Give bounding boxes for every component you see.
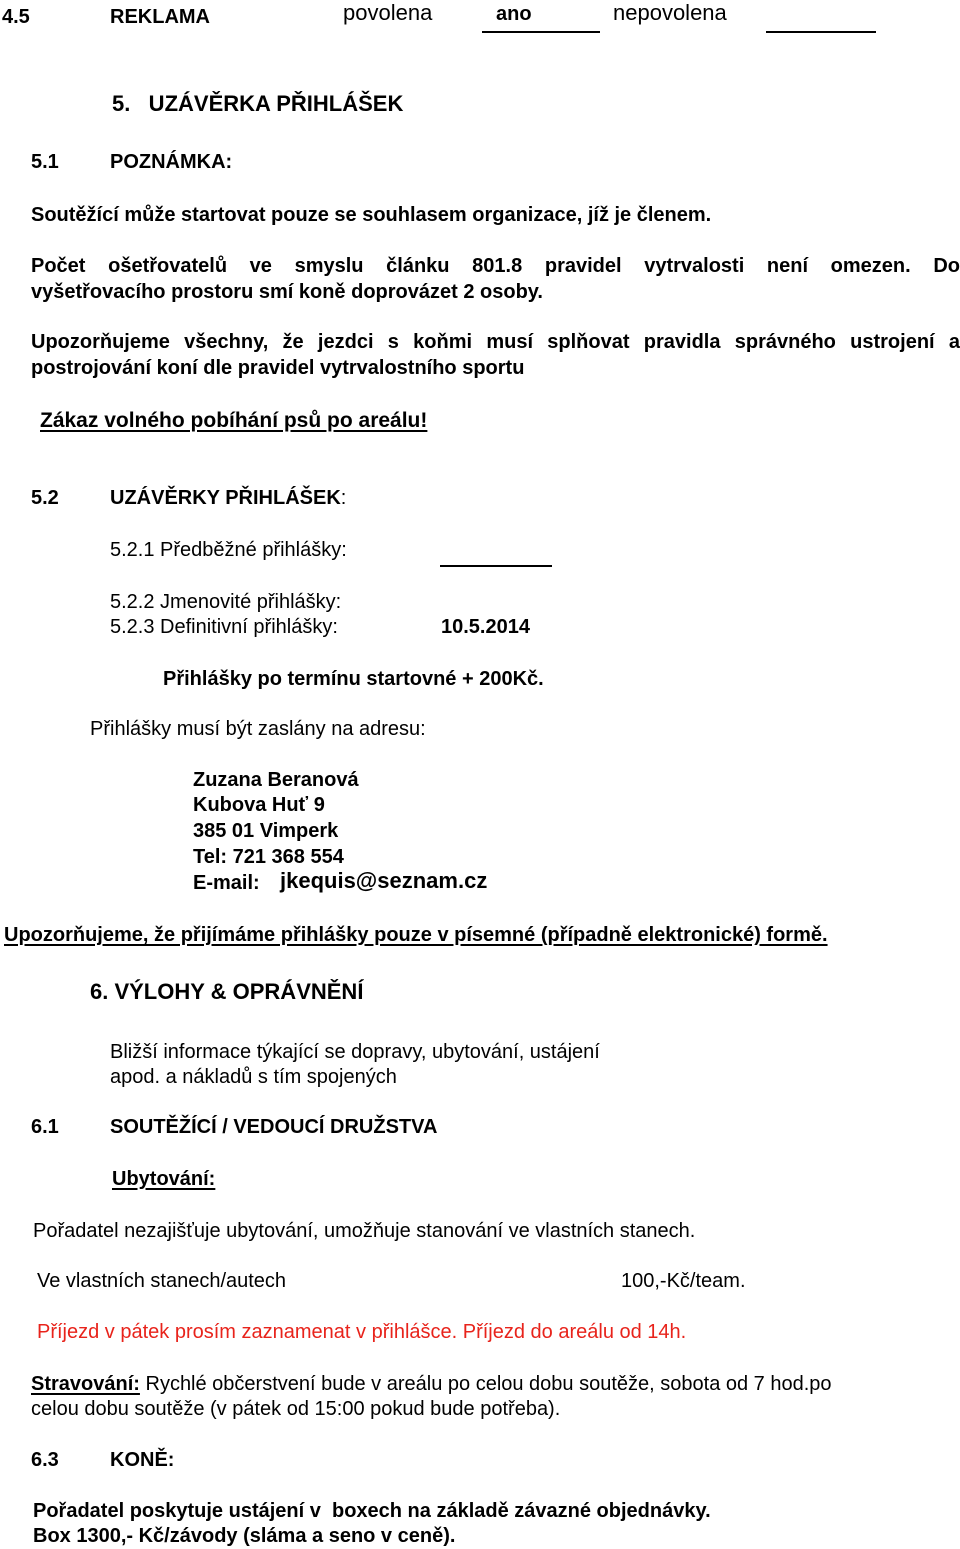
reklama-allowed-line bbox=[482, 31, 600, 33]
deadlines-heading bbox=[110, 485, 346, 511]
written-form-notice: Upozorňujeme, že přijímáme přihlášky pouze v písemné (případně elektronické) formě. bbox=[4, 924, 828, 946]
arrival-notice: Příjezd v pátek prosím zaznamenat v přihlášce. Příjezd do areálu od 14h. bbox=[37, 1321, 687, 1343]
s61-title: SOUTĚŽÍCÍ / VEDOUCÍ DRUŽSTVA bbox=[110, 1116, 438, 1138]
dogs-notice: Zákaz volného pobíhání psů po areálu! bbox=[40, 409, 428, 432]
catering-line2: celou dobu soutěže (v pátek od 15:00 pokud bude potřeba). bbox=[31, 1398, 561, 1420]
late-fee: Přihlášky po termínu startovné + 200Kč. bbox=[163, 668, 544, 690]
groom-paragraph-line1: Počet ošetřovatelů ve smyslu článku 801.8 pravidel vytrvalosti není omezen. Do bbox=[31, 255, 960, 277]
tents-label: Ve vlastních stanech/autech bbox=[37, 1270, 287, 1292]
address-tel: Tel: 721 368 554 bbox=[193, 846, 344, 868]
accommodation-text: Pořadatel nezajišťuje ubytování, umožňuje stanování ve vlastních stanech. bbox=[33, 1220, 696, 1242]
reklama-allowed-label: povolena bbox=[343, 0, 433, 25]
definitive-entries: 5.2.3 Definitivní přihlášky: bbox=[110, 616, 338, 638]
note-number: 5.1 bbox=[31, 151, 59, 173]
catering-title: Stravování: bbox=[31, 1373, 140, 1395]
accommodation-title: Ubytování: bbox=[112, 1168, 216, 1190]
catering-line1 bbox=[31, 1371, 832, 1397]
groom-paragraph-line2: vyšetřovacího prostoru smí koně doprovázet 2 osoby. bbox=[31, 281, 543, 303]
address-email: jkequis@seznam.cz bbox=[280, 868, 488, 893]
section6-heading: 6. VÝLOHY & OPRÁVNĚNÍ bbox=[90, 979, 364, 1004]
info-line1: Bližší informace týkající se dopravy, ubytování, ustájení bbox=[110, 1041, 600, 1063]
address-email-label: E-mail: bbox=[193, 872, 260, 894]
reklama-forbidden-line bbox=[766, 31, 876, 33]
equipment-paragraph-line1: Upozorňujeme všechny, že jezdci s koňmi musí splňovat pravidla správného ustrojení a bbox=[31, 331, 960, 353]
stabling-line2: Box 1300,- Kč/závody (sláma a seno v ceně). bbox=[33, 1525, 456, 1547]
equipment-paragraph-line2: postrojování koní dle pravidel vytrvalostního sportu bbox=[31, 357, 525, 379]
deadlines-number: 5.2 bbox=[31, 487, 59, 509]
section5-heading: 5. UZÁVĚRKA PŘIHLÁŠEK bbox=[112, 91, 404, 116]
preliminary-entries: 5.2.1 Předběžné přihlášky: bbox=[110, 539, 347, 561]
s63-number: 6.3 bbox=[31, 1449, 59, 1471]
tents-price: 100,-Kč/team. bbox=[621, 1270, 746, 1292]
reklama-number: 4.5 bbox=[2, 6, 30, 28]
definitive-date: 10.5.2014 bbox=[441, 616, 530, 638]
deadlines-title: UZÁVĚRKY PŘIHLÁŠEK bbox=[110, 487, 341, 509]
address-city: 385 01 Vimperk bbox=[193, 820, 339, 842]
address-name: Zuzana Beranová bbox=[193, 769, 359, 791]
info-line2: apod. a nákladů s tím spojených bbox=[110, 1066, 397, 1088]
address-intro: Přihlášky musí být zaslány na adresu: bbox=[90, 718, 426, 740]
membership-paragraph: Soutěžící může startovat pouze se souhlasem organizace, jíž je členem. bbox=[31, 204, 712, 226]
reklama-title: REKLAMA bbox=[110, 6, 210, 28]
stabling-line1: Pořadatel poskytuje ustájení v boxech na základě závazné objednávky. bbox=[33, 1500, 711, 1522]
reklama-allowed-value: ano bbox=[496, 3, 532, 25]
catering-text: Rychlé občerstvení bude v areálu po celou dobu soutěže, sobota od 7 hod.po bbox=[139, 1373, 832, 1395]
preliminary-blank bbox=[440, 565, 552, 567]
reklama-forbidden-label: nepovolena bbox=[613, 0, 727, 25]
groom-paragraph bbox=[31, 253, 960, 305]
s63-title: KONĚ: bbox=[110, 1449, 175, 1471]
deadlines-colon: : bbox=[340, 487, 347, 509]
note-title: POZNÁMKA: bbox=[110, 151, 233, 173]
s61-number: 6.1 bbox=[31, 1116, 59, 1138]
address-street: Kubova Huť 9 bbox=[193, 794, 325, 816]
equipment-paragraph bbox=[31, 329, 960, 381]
nominative-entries: 5.2.2 Jmenovité přihlášky: bbox=[110, 591, 342, 613]
